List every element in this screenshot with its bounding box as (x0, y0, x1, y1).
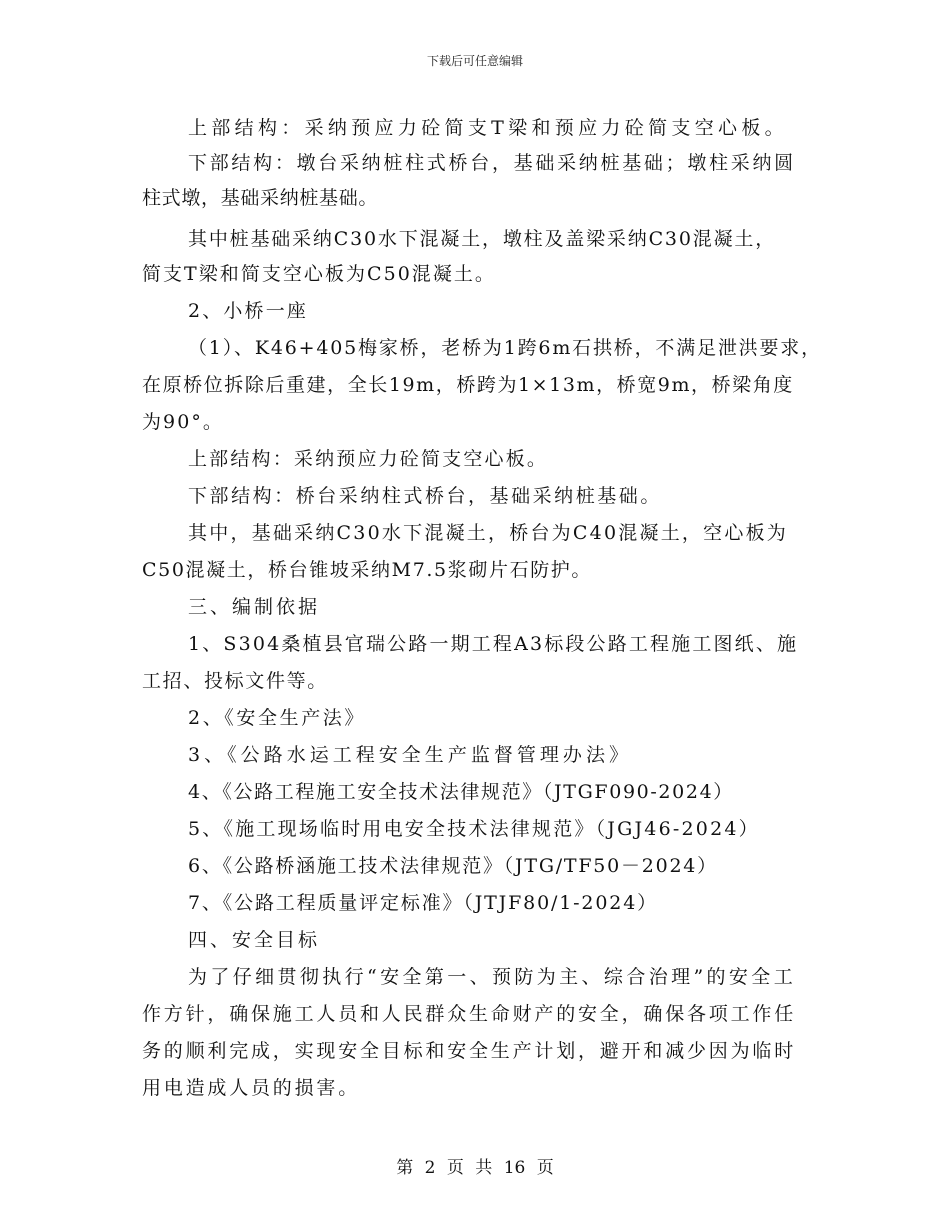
text-line: C50混凝土，桥台锥坡采纳M7.5浆砌片石防护。 (142, 559, 593, 581)
text-line: 为90°。 (142, 411, 224, 433)
text-line: 作方针，确保施工人员和人民群众生命财产的安全，确保各项工作任 (142, 1003, 797, 1025)
text-line: 6、《公路桥涵施工技术法律规范》（JTG/TF50－2024） (188, 855, 718, 877)
text-line: 1、S304桑植县官瑞公路一期工程A3标段公路工程施工图纸、施 (188, 633, 799, 655)
text-line: 简支T梁和简支空心板为C50混凝土。 (142, 263, 496, 285)
text-line: 下部结构：桥台采纳柱式桥台，基础采纳桩基础。 (188, 485, 662, 507)
text-line: 用电造成人员的损害。 (142, 1077, 361, 1099)
text-line: 柱式墩，基础采纳桩基础。 (142, 187, 379, 209)
text-line: 4、《公路工程施工安全技术法律规范》（JTGF090-2024） (188, 781, 734, 803)
text-line: 三、编制依据 (188, 596, 321, 618)
text-line: 2、小桥一座 (188, 300, 308, 322)
text-line: 四、安全目标 (188, 929, 321, 951)
text-line: 上部结构：采纳预应力砼简支T梁和预应力砼简支空心板。 (188, 117, 788, 139)
text-line: 其中，基础采纳C30水下混凝土，桥台为C40混凝土，空心板为 (188, 522, 789, 544)
text-line: 3、《公路水运工程安全生产监督管理办法》 (188, 744, 632, 766)
text-line: 7、《公路工程质量评定标准》（JTJF80/1-2024） (188, 892, 658, 914)
text-line: 下部结构：墩台采纳桩柱式桥台，基础采纳桩基础；墩柱采纳圆 (188, 152, 796, 174)
page-header: 下载后可任意编辑 (426, 54, 523, 68)
text-line: 2、《安全生产法》 (188, 707, 366, 729)
text-line: 为了仔细贯彻执行“安全第一、预防为主、综合治理”的安全工 (188, 966, 797, 988)
text-line: （1）、K46+405梅家桥，老桥为1跨6m石拱桥，不满足泄洪要求， (188, 337, 822, 359)
text-line: 其中桩基础采纳C30水下混凝土，墩柱及盖梁采纳C30混凝土， (188, 228, 777, 250)
text-line: 工招、投标文件等。 (142, 670, 328, 692)
text-line: 务的顺利完成，实现安全目标和安全生产计划，避开和减少因为临时 (142, 1040, 797, 1062)
page-footer: 第 2 页 共 16 页 (396, 1158, 554, 1178)
text-line: 5、《施工现场临时用电安全技术法律规范》（JGJ46-2024） (188, 818, 760, 840)
text-line: 上部结构：采纳预应力砼简支空心板。 (188, 448, 549, 470)
text-line: 在原桥位拆除后重建，全长19m，桥跨为1×13m，桥宽9m，桥梁角度 (142, 374, 794, 396)
